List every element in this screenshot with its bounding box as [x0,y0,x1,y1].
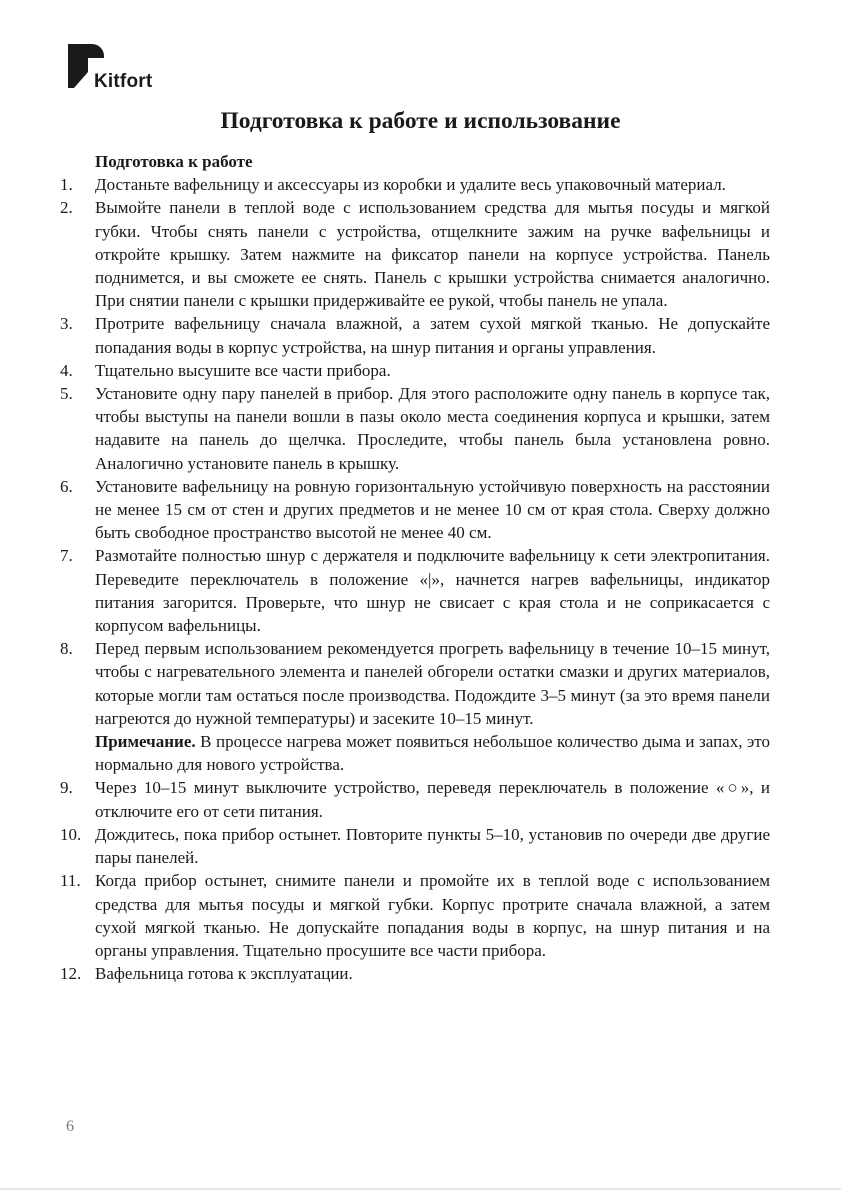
step-text: Протрите вафельницу сначала влажной, а затем сухой мягкой тканью. Не допускайте попадания воды в корпус устройства, на шнур питания и органы управления. [95,314,770,357]
step-text: Когда прибор остынет, снимите панели и промойте их в теплой воде с использованием средства для мытья посуды и мягкой губки. Корпус протрите сначала влажной, а затем сухой мягкой тканью. Не допускайте попадания воды в корпус, на шнур питания и на органы управления. Тщательно просушите все части прибора. [95,871,770,960]
step-number: 9. [60,778,73,798]
step-number: 12. [60,964,82,984]
step-text: Дождитесь, пока прибор остынет. Повторите пункты 5–10, установив по очереди две другие пары панелей. [95,824,770,868]
list-item [60,869,770,962]
list-item [60,637,770,776]
step-text: Установите вафельницу на ровную горизонтальную устойчивую поверхность на расстоянии не менее 15 см от стен и других предметов и не менее 10 см от края стола. Сверху должно быть свободное пространство высотой не менее 40 см. [95,476,770,543]
list-item [60,962,770,985]
brand-logo [66,42,176,98]
step-text: Размотайте полностью шнур с держателя и подключите вафельницу к сети электропитания. Переведите переключатель в положение «|», начнется нагрев вафельницы, индикатор питания загорится. Проверьте, что шнур не свисает с края стола и не соприкасается с корпусом вафельницы. [95,546,770,636]
page-title: Подготовка к работе и использование [220,108,621,134]
step-number: 3. [60,314,73,334]
step-number: 2. [60,198,73,218]
step-number: 7. [60,546,73,566]
step-number: 1. [60,175,73,195]
steps-list [60,173,770,985]
step-text: Через 10–15 минут выключите устройство, переведя переключатель в положение «○», и отключите его от сети питания. [95,778,770,821]
step-number: 11. [60,871,81,891]
step-note [95,730,770,776]
note-text: В процессе нагрева может появиться небольшое количество дыма и запах, это нормально для нового устройства. [95,732,770,775]
step-number: 10. [60,824,82,844]
step-text: Вафельница готова к эксплуатации. [95,964,353,984]
list-item [60,776,770,822]
list-item [60,173,770,196]
list-item [60,196,770,312]
list-item [60,823,770,869]
list-item [60,544,770,637]
page-edge-divider [0,1188,841,1190]
list-item [60,382,770,475]
brand-name: Kitfort [94,71,153,92]
page-number: 6 [66,1118,74,1135]
document-body [60,150,770,985]
step-number: 5. [60,384,73,404]
section-subtitle: Подготовка к работе [95,152,253,171]
note-label: Примечание. [95,732,196,752]
list-item [60,312,770,358]
step-text: Установите одну пару панелей в прибор. Для этого расположите одну панель в корпусе так, чтобы выступы на панели вошли в пазы около места соединения корпуса и крышки, затем надавите на панель до щелчка. Проследите, чтобы панель была установлена ровно. Аналогично установите панель в крышку. [95,384,770,473]
list-item [60,475,770,545]
list-item [60,359,770,382]
step-text: Перед первым использованием рекомендуется прогреть вафельницу в течение 10–15 минут, чтобы с нагревательного элемента и панелей обгорели остатки смазки и других материалов, которые могли там остаться после производства. Подождите 3–5 минут (за это время панели нагреются до нужной температуры) и засеките 10–15 минут. [95,639,770,728]
step-text: Достаньте вафельницу и аксессуары из коробки и удалите весь упаковочный материал. [95,175,726,195]
step-text: Тщательно высушите все части прибора. [95,360,391,380]
step-number: 4. [60,360,73,380]
step-number: 6. [60,476,73,496]
step-text: Вымойте панели в теплой воде с использованием средства для мытья посуды и мягкой губки. Чтобы снять панели с устройства, отщелкните зажим на ручке вафельницы и откройте крышку. Затем нажмите на фиксатор панели на корпусе устройства. Панель поднимется, и вы сможете ее снять. Панель с крышки устройства снимается аналогично. При снятии панели с крышки придерживайте ее рукой, чтобы панель не упала. [95,198,770,311]
step-number: 8. [60,639,73,659]
